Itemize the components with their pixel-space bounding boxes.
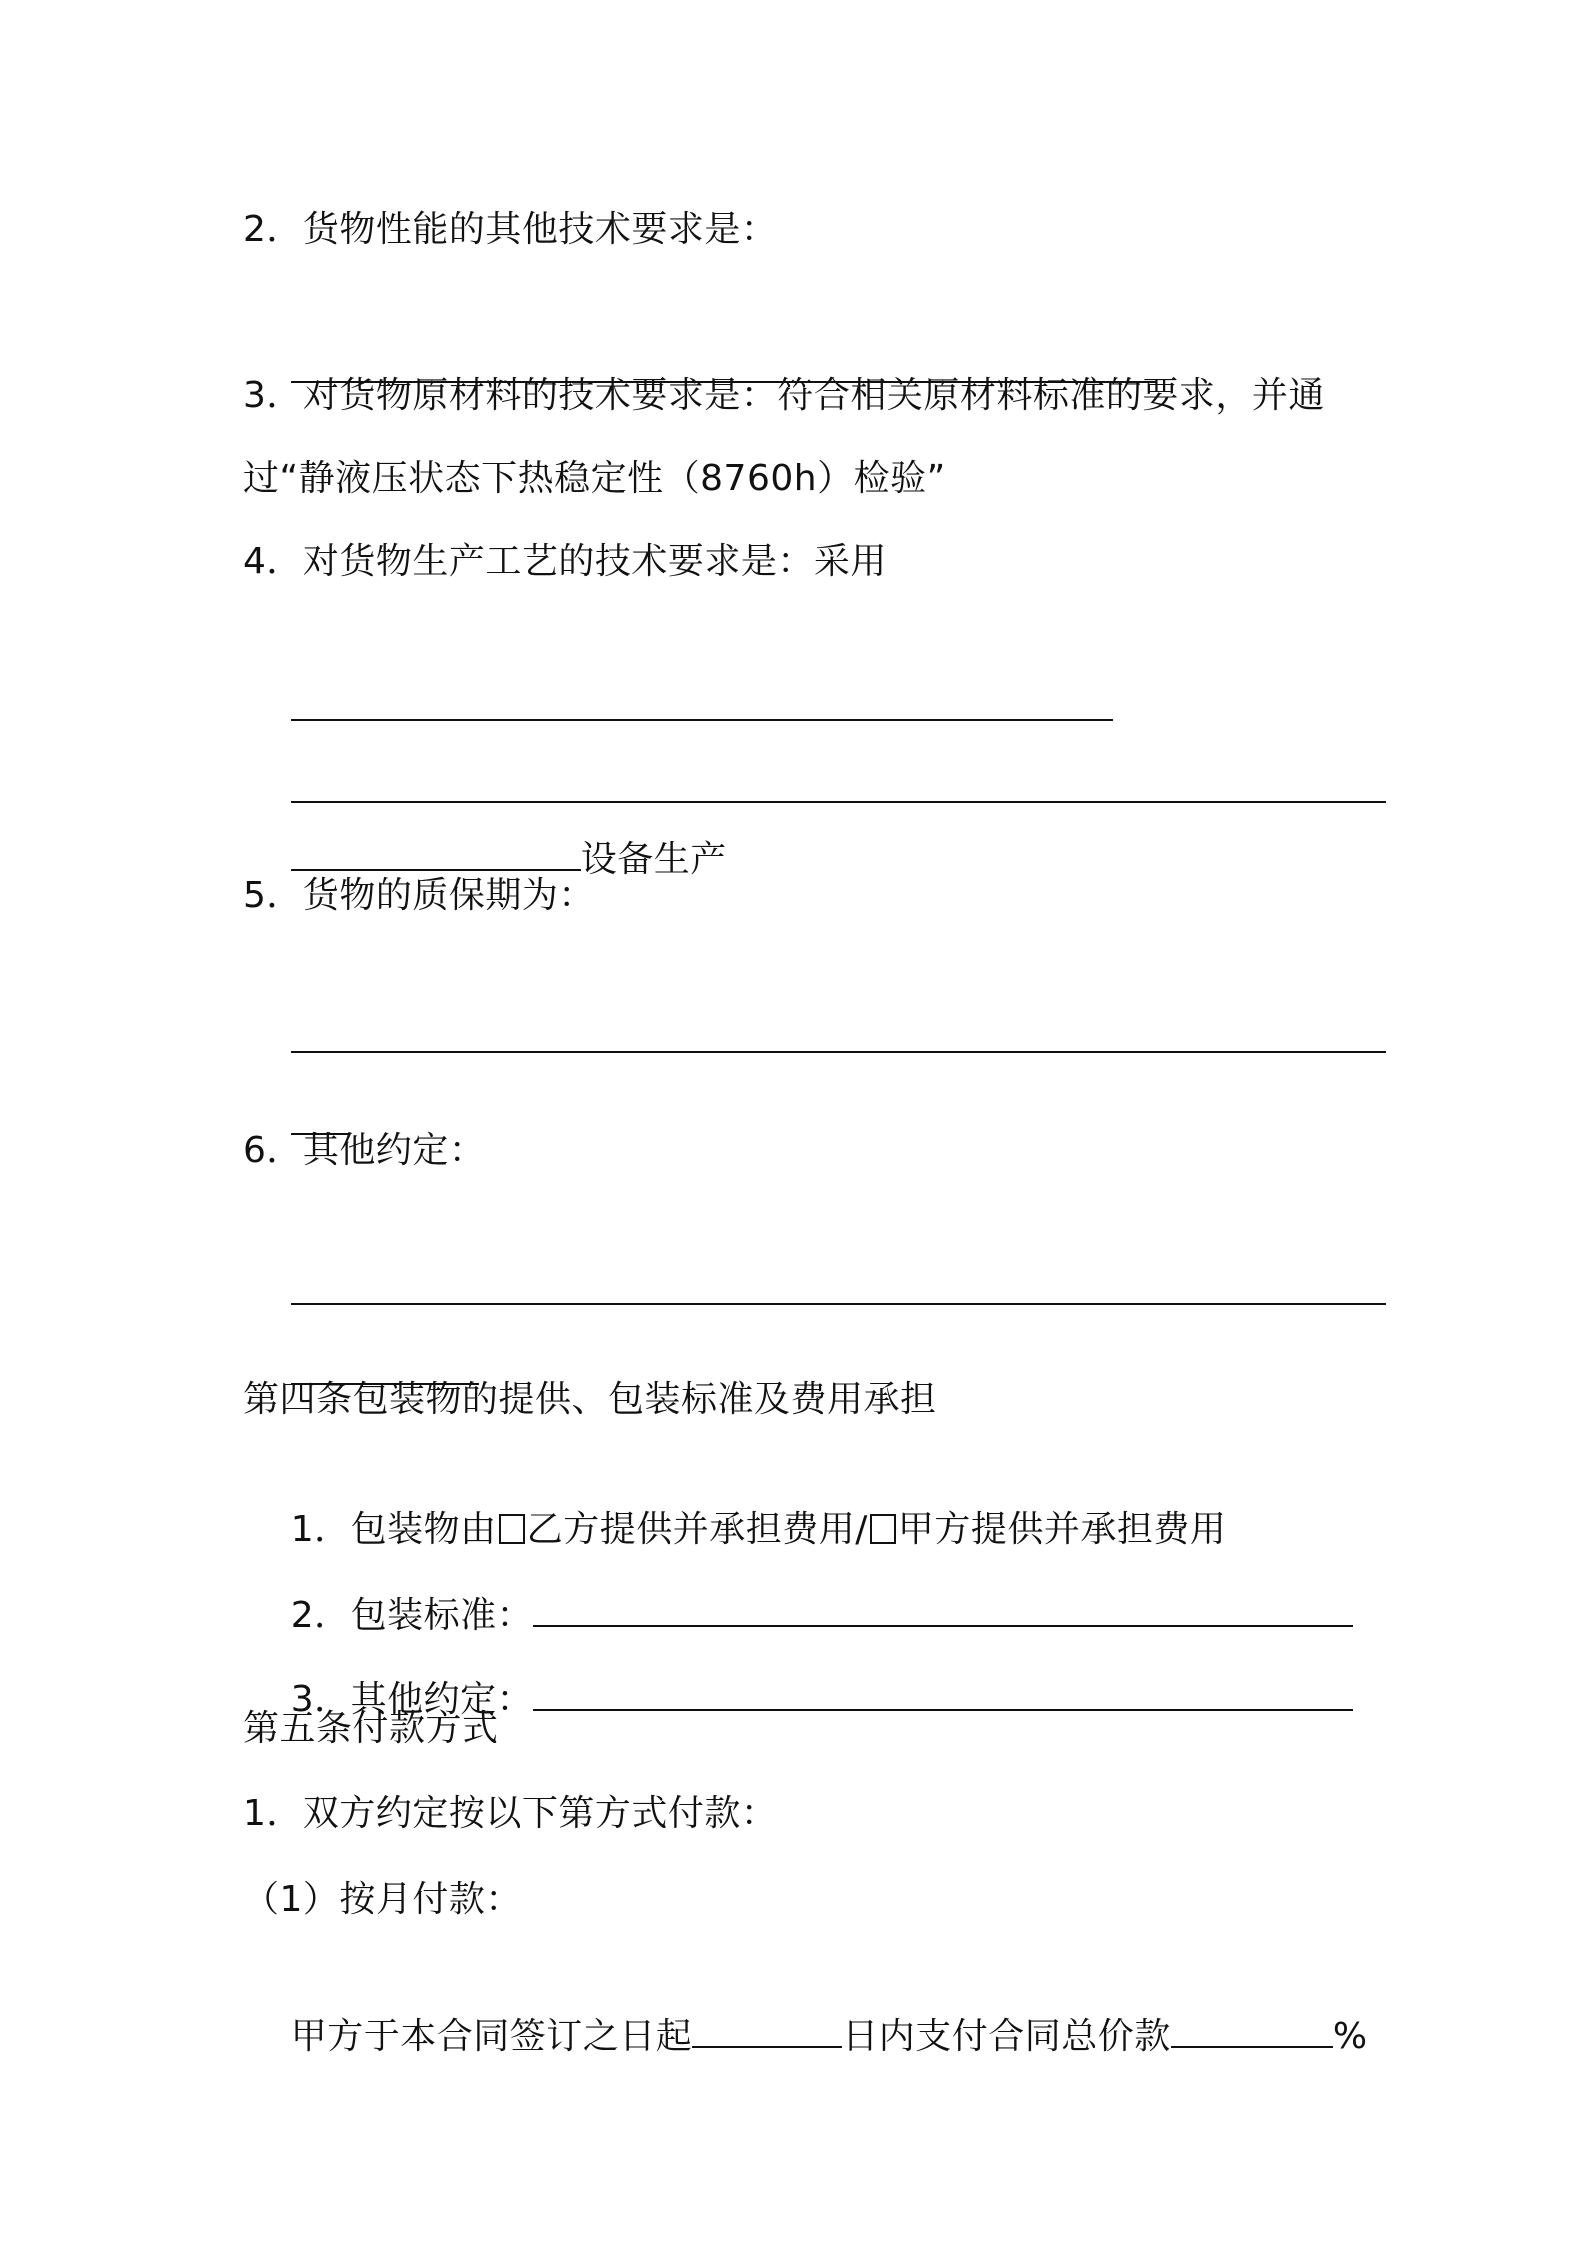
art4-item3-label: 3．其他约定： <box>290 1679 534 1720</box>
blank-line[interactable] <box>533 1679 1353 1711</box>
checkbox-party-b[interactable] <box>499 1514 525 1544</box>
item-3-line1: 3．对货物原材料的技术要求是：符合相关原材料标准的要求，并通 <box>243 375 1325 416</box>
item-4-label: 4．对货物生产工艺的技术要求是：采用 <box>243 541 887 582</box>
item-5-blank-1[interactable] <box>243 970 1386 1114</box>
item-2-label: 2．货物性能的其他技术要求是： <box>243 209 778 250</box>
article-5-sub-1: （1）按月付款： <box>243 1879 522 1920</box>
art5-clause-part3: % <box>1332 2016 1368 2057</box>
item-3-line2: 过“静液压状态下热稳定性（8760h）检验” <box>243 458 946 499</box>
art4-item1-option-2: 甲方提供并承担费用 <box>897 1509 1227 1550</box>
article-5-item-1: 1．双方约定按以下第方式付款： <box>243 1793 778 1834</box>
item-6-label: 6．其他约定： <box>243 1130 486 1171</box>
blank-line[interactable] <box>533 1595 1353 1627</box>
blank-line[interactable] <box>291 689 1113 721</box>
item-6-blank-2[interactable] <box>243 1302 479 1446</box>
blank-line[interactable] <box>291 1021 1386 1053</box>
blank-line-days[interactable] <box>692 2016 842 2048</box>
checkbox-party-a[interactable] <box>870 1514 896 1544</box>
item-5-label: 5．货物的质保期为： <box>243 875 595 916</box>
article-5-clause <box>243 1965 1368 2109</box>
art4-item1-prefix: 1．包装物由 <box>290 1509 497 1550</box>
blank-line[interactable] <box>291 1273 1386 1305</box>
art5-clause-part1: 甲方于本合同签订之日起 <box>290 2016 693 2057</box>
art4-item1-option-1: 乙方提供并承担费用/ <box>526 1509 868 1550</box>
item-4-suffix: 设备生产 <box>580 839 727 880</box>
article-4-title: 第四条包装物的提供、包装标准及费用承担 <box>243 1379 937 1420</box>
art4-item2-label: 2．包装标准： <box>290 1595 534 1636</box>
blank-line[interactable] <box>291 839 581 871</box>
article-5-title: 第五条付款方式 <box>243 1708 499 1749</box>
blank-line-percent[interactable] <box>1171 2016 1333 2048</box>
art5-clause-part2: 日内支付合同总价款 <box>842 2016 1171 2057</box>
